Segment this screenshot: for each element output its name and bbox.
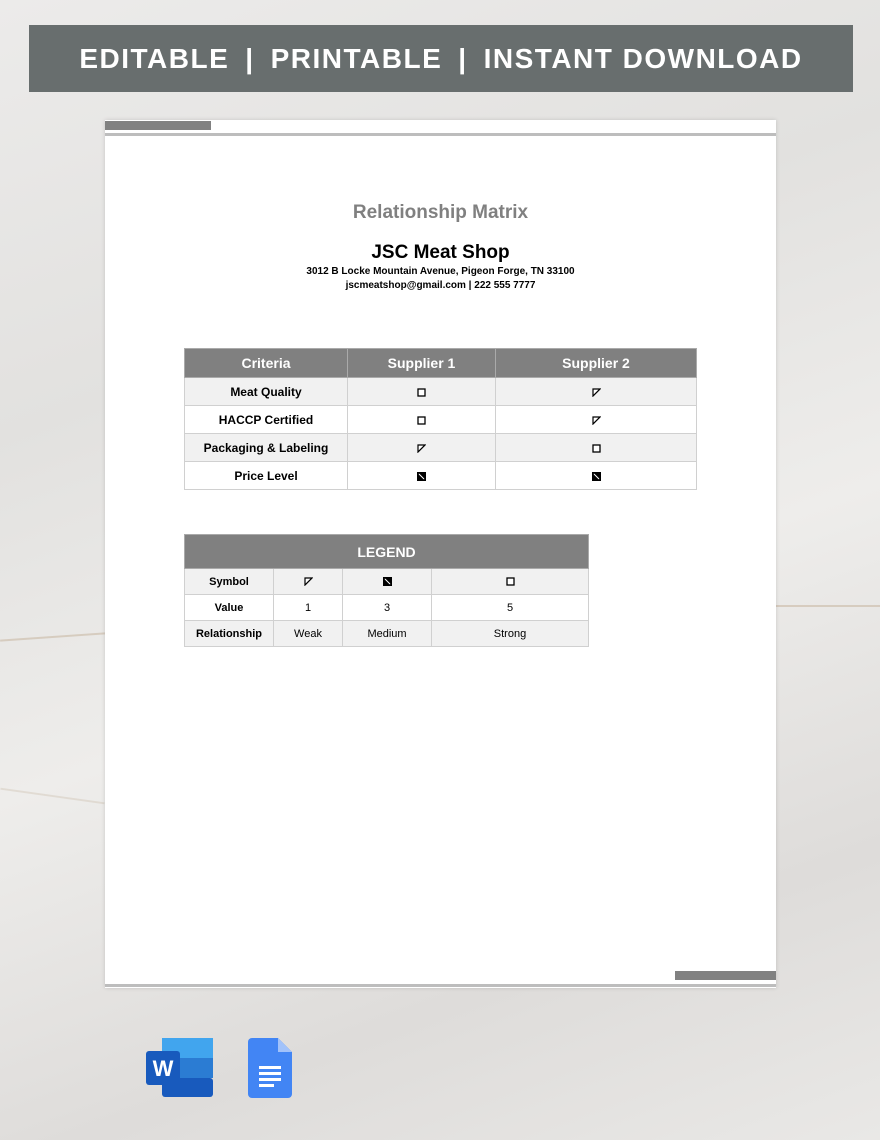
bottom-divider [105,984,776,987]
separator: | [458,42,468,74]
supplier-2-weak-icon [496,406,697,434]
document-title: Relationship Matrix [352,202,529,223]
weak-symbol-icon [274,569,343,595]
matrix-row [185,378,697,406]
relationship-matrix-table [184,348,697,490]
google-docs-icon [248,1038,292,1098]
legend-relationship: Medium [343,621,432,647]
banner-instant-download: INSTANT DOWNLOAD [483,42,803,74]
medium-symbol-icon [343,569,432,595]
banner-printable: PRINTABLE [270,42,443,74]
separator: | [245,42,255,74]
supplier-1-medium-icon [348,462,496,490]
company-contact: jscmeatshop@gmail.com | 222 555 7777 [345,280,536,291]
microsoft-word-icon [146,1038,213,1097]
criteria-cell: Meat Quality [185,378,348,406]
criteria-cell: Price Level [185,462,348,490]
supplier-1-weak-icon [348,434,496,462]
supplier-1-strong-icon [348,378,496,406]
top-accent-bar [105,121,211,130]
legend-relationship: Strong [432,621,589,647]
legend-value: 1 [274,595,343,621]
company-address: 3012 B Locke Mountain Avenue, Pigeon Forge, TN 33100 [306,266,575,277]
top-divider [105,133,776,136]
legend-title: LEGEND [185,535,589,569]
legend-relationship: Weak [274,621,343,647]
legend-value: 3 [343,595,432,621]
legend-value-label: Value [185,595,274,621]
supplier-1-strong-icon [348,406,496,434]
legend-symbol-label: Symbol [185,569,274,595]
matrix-row [185,406,697,434]
bottom-accent-bar [675,971,776,980]
criteria-cell: Packaging & Labeling [185,434,348,462]
header-supplier-1: Supplier 1 [348,349,496,378]
legend-table [184,534,589,647]
criteria-cell: HACCP Certified [185,406,348,434]
legend-relationship-label: Relationship [185,621,274,647]
company-name: JSC Meat Shop [371,242,510,263]
document-page [105,120,776,988]
matrix-row [185,434,697,462]
strong-symbol-icon [432,569,589,595]
matrix-row [185,462,697,490]
banner-editable: EDITABLE [79,42,230,74]
supplier-2-strong-icon [496,434,697,462]
supplier-2-medium-icon [496,462,697,490]
header-criteria: Criteria [185,349,348,378]
supplier-2-weak-icon [496,378,697,406]
top-banner [29,25,853,92]
header-supplier-2: Supplier 2 [496,349,697,378]
legend-value: 5 [432,595,589,621]
svg-text:W: W [152,1056,174,1081]
